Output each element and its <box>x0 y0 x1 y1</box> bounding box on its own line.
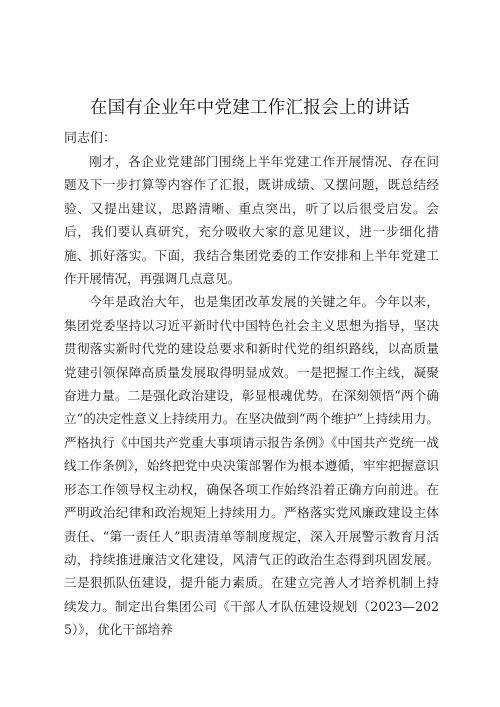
paragraph-achievements: 今年是政治大年，也是集团改革发展的关键之年。今年以来，集团党委坚持以习近平新时代中国特色社会主义思想为指导，坚决贯彻落实新时代党的建设总要求和新时代党的组织路线，以高质量党建引领保障高质量发展取得明显成效。一是把握工作主线，凝聚奋进力量。二是强化政治建设，彰显根魂优势。在深刻领悟“两个确立”的决定性意义上持续用力。在坚决做到“两个维护”上持续用力。严格执行《中国共产党重大事项请示报告条例》《中国共产党统一战线工作条例》，始终把党中央决策部署作为根本遵循，牢牢把握意识形态工作领导权主动权，确保各项工作始终沿着正确方向前进。在严明政治纪律和政治规矩上持续用力。严格落实党风廉政建设主体责任、“第一责任人”职责清单等制度规定，深入开展警示教育月活动，持续推进廉洁文化建设，风清气正的政治生态得到巩固发展。三是狠抓队伍建设，提升能力素质。在建立完善人才培养机制上持续发力。制定出台集团公司《干部人才队伍建设规划（2023—2025）》，优化干部培养 <box>64 294 439 638</box>
document-body <box>64 150 439 642</box>
salutation: 同志们： <box>64 131 117 146</box>
paragraph-opening: 刚才，各企业党建部门围绕上半年党建工作开展情况、存在问题及下一步打算等内容作了汇报，既讲成绩、又摆问题，既总结经验、又提出建议，思路清晰、重点突出，听了以后很受启发。会后，我们要认真研究，充分吸收大家的意见建议，进一步细化措施、抓好落实。下面，我结合集团党委的工作安排和上半年党建工作开展情况，再强调几点意见。 <box>64 154 439 287</box>
document-title: 在国有企业年中党建工作汇报会上的讲话 <box>89 98 411 118</box>
